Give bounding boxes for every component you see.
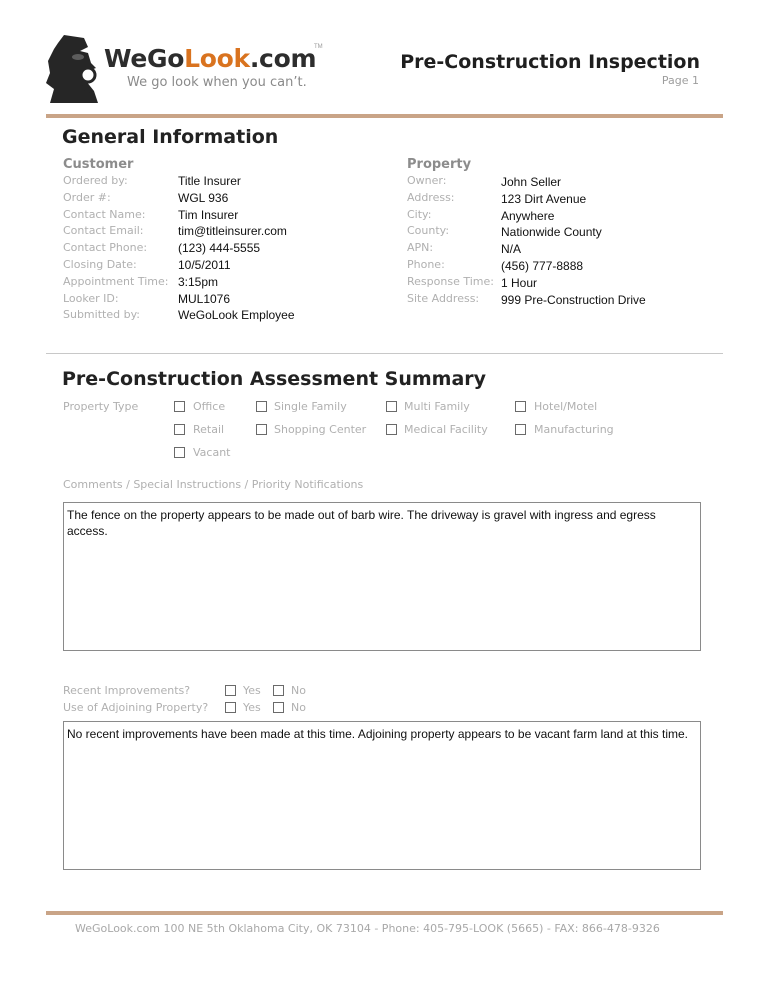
single-family-label: Single Family bbox=[274, 400, 347, 413]
recent-improvements-yes-checkbox[interactable] bbox=[225, 685, 236, 696]
shopping-center-checkbox[interactable] bbox=[256, 424, 267, 435]
brand-tagline: We go look when you can’t. bbox=[127, 75, 307, 90]
customer-fields bbox=[63, 173, 168, 324]
property-values bbox=[501, 174, 646, 308]
owner-value: John Seller bbox=[501, 175, 562, 189]
field-label: Closing Date: bbox=[63, 257, 137, 271]
city-value: Anywhere bbox=[501, 208, 555, 223]
field-label: Order #: bbox=[63, 190, 111, 204]
field-label: Site Address: bbox=[407, 291, 480, 305]
order-number-value: WGL 936 bbox=[178, 190, 229, 205]
recent-improvements-label: Recent Improvements? bbox=[63, 684, 191, 697]
field-label: Submitted by: bbox=[63, 308, 140, 322]
property-type-label: Property Type bbox=[63, 400, 139, 413]
trademark-mark: TM bbox=[314, 44, 323, 50]
general-information-heading: General Information bbox=[62, 126, 279, 148]
submitted-by-value: WeGoLook Employee bbox=[178, 308, 295, 323]
retail-label: Retail bbox=[193, 423, 225, 436]
footer-divider bbox=[46, 911, 723, 915]
field-label: Contact Email: bbox=[63, 224, 144, 238]
adjoining-yes-checkbox[interactable] bbox=[225, 702, 236, 713]
no-label: No bbox=[291, 701, 306, 714]
notes-textbox[interactable] bbox=[63, 721, 701, 870]
address-value: 123 Dirt Avenue bbox=[501, 191, 587, 206]
field-label: Contact Phone: bbox=[63, 241, 148, 255]
contact-name-value: Tim Insurer bbox=[178, 207, 239, 222]
hotel-motel-label: Hotel/Motel bbox=[534, 400, 598, 413]
office-label: Office bbox=[193, 400, 226, 413]
header-divider bbox=[46, 114, 723, 118]
county-value: Nationwide County bbox=[501, 225, 602, 240]
brand-wordmark: WeGoLook.com bbox=[104, 44, 317, 73]
office-checkbox[interactable] bbox=[174, 401, 185, 412]
ordered-by-value: Title Insurer bbox=[178, 174, 241, 188]
field-label: City: bbox=[407, 207, 432, 221]
vacant-checkbox[interactable] bbox=[174, 447, 185, 458]
property-heading: Property bbox=[407, 157, 472, 172]
yes-label: Yes bbox=[243, 684, 261, 697]
no-label: No bbox=[291, 684, 306, 697]
section-divider bbox=[46, 353, 723, 354]
shopping-center-label: Shopping Center bbox=[274, 423, 367, 436]
medical-facility-label: Medical Facility bbox=[404, 423, 488, 436]
page-number: Page 1 bbox=[661, 74, 699, 87]
document-title: Pre-Construction Inspection bbox=[400, 51, 700, 73]
comments-text: The fence on the property appears to be made out of barb wire. The driveway is gravel with ingress and egress access. bbox=[67, 508, 656, 538]
closing-date-value: 10/5/2011 bbox=[178, 257, 231, 272]
apn-value: N/A bbox=[501, 242, 522, 257]
property-fields bbox=[407, 173, 494, 307]
retail-checkbox[interactable] bbox=[174, 424, 185, 435]
notes-text: No recent improvements have been made at this time. Adjoining property appears to be vacant farm land at this time. bbox=[67, 727, 688, 741]
field-label: Contact Name: bbox=[63, 207, 146, 221]
adjoining-no-checkbox[interactable] bbox=[273, 702, 284, 713]
adjoining-property-label: Use of Adjoining Property? bbox=[63, 701, 209, 714]
assessment-summary-heading: Pre-Construction Assessment Summary bbox=[62, 368, 487, 390]
field-label: Address: bbox=[407, 190, 455, 204]
customer-heading: Customer bbox=[63, 157, 134, 172]
customer-values bbox=[178, 173, 295, 324]
contact-phone-value: (123) 444-5555 bbox=[178, 241, 261, 256]
site-address-value: 999 Pre-Construction Drive bbox=[501, 292, 646, 307]
recent-improvements-no-checkbox[interactable] bbox=[273, 685, 284, 696]
hotel-motel-checkbox[interactable] bbox=[515, 401, 526, 412]
response-time-value: 1 Hour bbox=[501, 275, 538, 290]
phone-value: (456) 777-8888 bbox=[501, 258, 584, 273]
comments-label: Comments / Special Instructions / Priority Notifications bbox=[63, 478, 364, 491]
field-label: Response Time: bbox=[407, 274, 494, 288]
multi-family-label: Multi Family bbox=[404, 400, 470, 413]
field-label: Looker ID: bbox=[63, 291, 119, 305]
vacant-label: Vacant bbox=[193, 446, 231, 459]
field-label: County: bbox=[407, 224, 450, 238]
yes-label: Yes bbox=[243, 701, 261, 714]
medical-facility-checkbox[interactable] bbox=[386, 424, 397, 435]
field-label: APN: bbox=[407, 241, 434, 255]
looker-id-value: MUL1076 bbox=[178, 291, 231, 306]
footer-contact-info: WeGoLook.com 100 NE 5th Oklahoma City, OK 73104 - Phone: 405-795-LOOK (5665) - FAX: 866-478-9326 bbox=[75, 922, 660, 935]
contact-email-value: tim@titleinsurer.com bbox=[178, 224, 287, 239]
manufacturing-checkbox[interactable] bbox=[515, 424, 526, 435]
looker-silhouette-logo-icon bbox=[44, 33, 102, 105]
single-family-checkbox[interactable] bbox=[256, 401, 267, 412]
appointment-time-value: 3:15pm bbox=[178, 274, 219, 289]
multi-family-checkbox[interactable] bbox=[386, 401, 397, 412]
manufacturing-label: Manufacturing bbox=[534, 423, 614, 436]
comments-textbox[interactable] bbox=[63, 502, 701, 651]
field-label: Owner: bbox=[407, 174, 447, 187]
field-label: Ordered by: bbox=[63, 174, 128, 187]
field-label: Phone: bbox=[407, 257, 445, 271]
field-label: Appointment Time: bbox=[63, 274, 169, 288]
